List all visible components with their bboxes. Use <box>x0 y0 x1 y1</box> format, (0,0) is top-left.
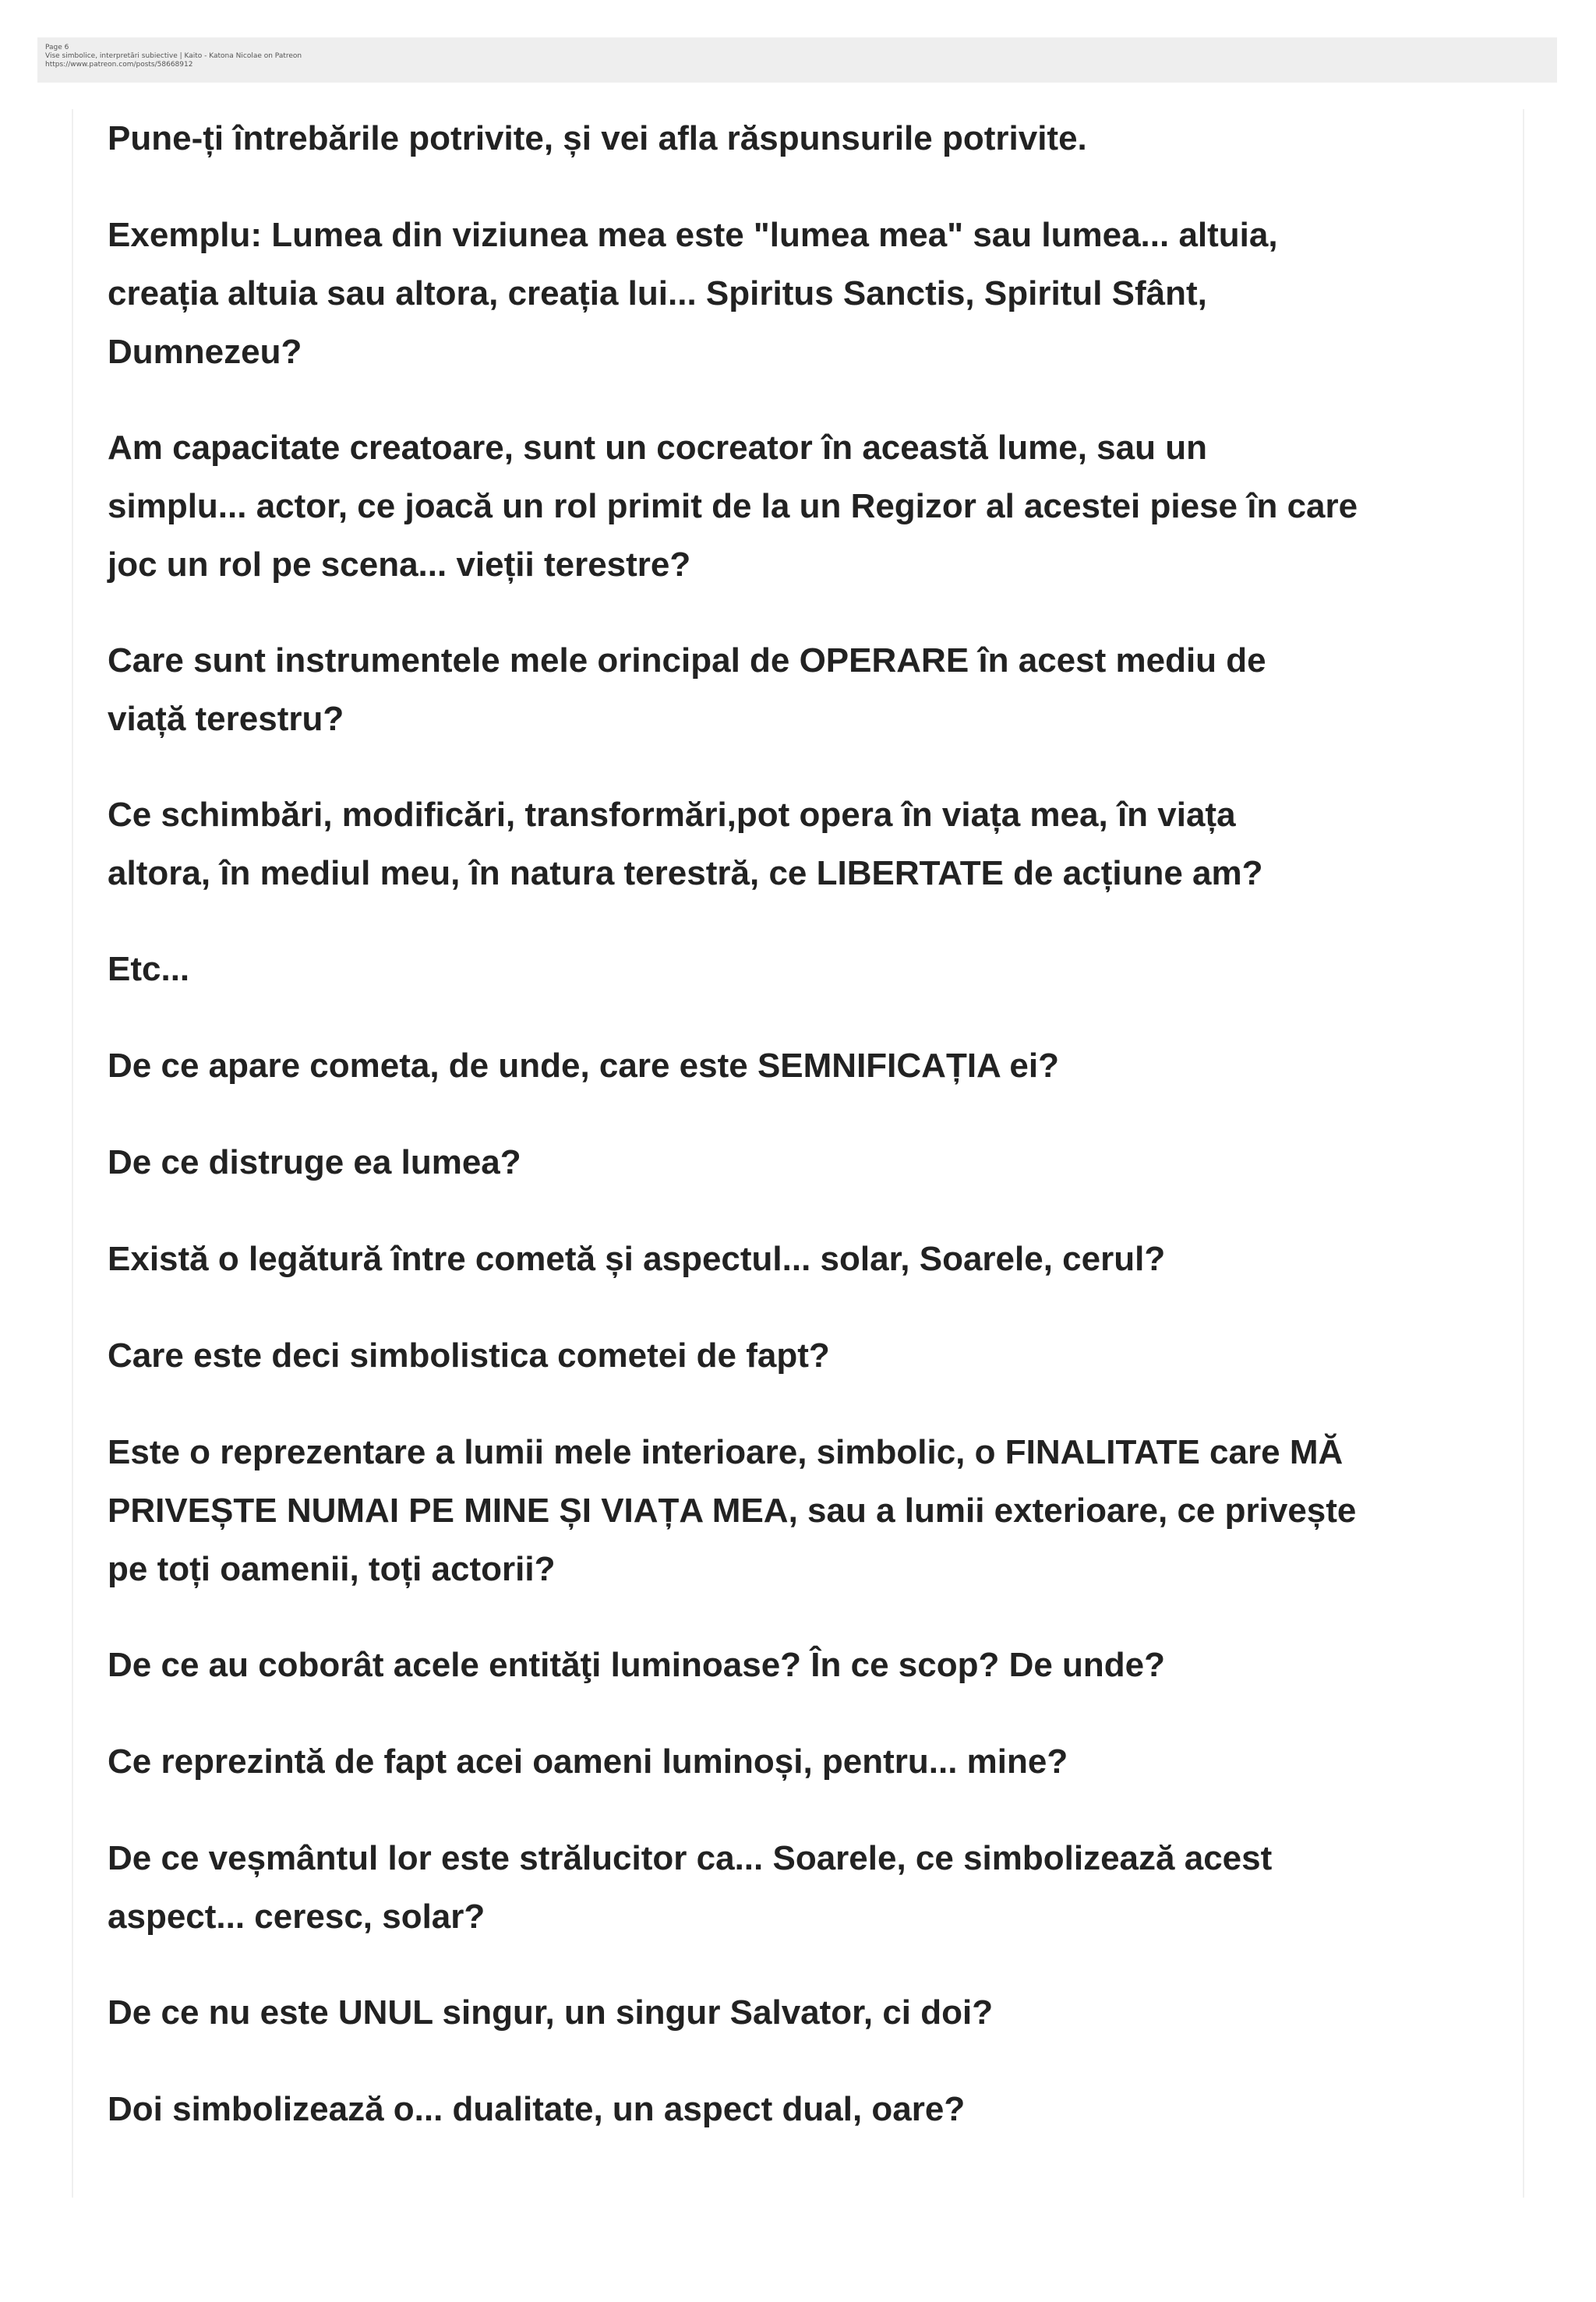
paragraph <box>108 1036 1541 1095</box>
paragraph <box>108 940 1541 998</box>
paragraph-line: Doi simbolizează o... dualitate, un aspect dual, oare? <box>108 2090 966 2128</box>
paragraph-line: aspect... ceresc, solar? <box>108 1898 486 1936</box>
paragraph-line: viață terestru? <box>108 700 344 738</box>
paragraph-line: Ce schimbări, modificări, transformări,pot opera în viața mea, în viața <box>108 796 1236 834</box>
paragraph <box>108 109 1541 168</box>
paragraph-line: simplu... actor, ce joacă un rol primit de la un Regizor al acestei piese în care <box>108 487 1358 525</box>
paragraph <box>108 786 1541 902</box>
paragraph <box>108 1732 1541 1791</box>
paragraph-line: Este o reprezentare a lumii mele interioare, simbolic, o FINALITATE care MĂ <box>108 1433 1344 1471</box>
paragraph-line: creația altuia sau altora, creația lui... Spiritus Sanctis, Spiritul Sfânt, <box>108 274 1207 312</box>
paragraph <box>108 418 1541 594</box>
paragraph <box>108 631 1541 748</box>
paragraph <box>108 1133 1541 1192</box>
paragraph-line: De ce au coborât acele entităţi luminoase? În ce scop? De unde? <box>108 1646 1166 1684</box>
post-body <box>72 109 1524 2198</box>
paragraph-line: pe toți oamenii, toți actorii? <box>108 1550 556 1588</box>
paragraph-line: Ce reprezintă de fapt acei oameni luminoși, pentru... mine? <box>108 1742 1068 1781</box>
paragraph-line: Care este deci simbolistica cometei de fapt? <box>108 1336 830 1375</box>
paragraph <box>108 1983 1541 2042</box>
paragraph <box>108 1326 1541 1385</box>
document-title: Vise simbolice, interpretări subiective | Kaito - Katona Nicolae on Patreon <box>45 52 302 60</box>
paragraph <box>108 1829 1541 1946</box>
paragraph-line: De ce distruge ea lumea? <box>108 1143 521 1181</box>
paragraph <box>108 2080 1541 2138</box>
paragraph-line: De ce nu este UNUL singur, un singur Salvator, ci doi? <box>108 1993 994 2032</box>
paragraph <box>108 206 1541 381</box>
page-number-label: Page 6 <box>45 44 69 51</box>
source-url: https://www.patreon.com/posts/58668912 <box>45 61 193 69</box>
paragraph <box>108 1230 1541 1288</box>
paragraph-line: altora, în mediul meu, în natura terestră, ce LIBERTATE de acțiune am? <box>108 854 1263 892</box>
paragraph-line: Dumnezeu? <box>108 333 302 371</box>
paragraph <box>108 1423 1541 1598</box>
paragraph-line: De ce veșmântul lor este strălucitor ca... Soarele, ce simbolizează acest <box>108 1839 1273 1877</box>
paragraph-line: Etc... <box>108 950 190 988</box>
paragraph-line: Pune-ți întrebările potrivite, și vei afla răspunsurile potrivite. <box>108 119 1087 157</box>
paragraph-line: Am capacitate creatoare, sunt un cocreator în această lume, sau un <box>108 429 1207 467</box>
paragraph-line: De ce apare cometa, de unde, care este SEMNIFICAȚIA ei? <box>108 1047 1059 1085</box>
paragraph-line: Care sunt instrumentele mele orincipal de OPERARE în acest mediu de <box>108 641 1266 680</box>
paragraph-line: Există o legătură între cometă și aspectul... solar, Soarele, cerul? <box>108 1240 1166 1278</box>
paragraph <box>108 1636 1541 1694</box>
paragraph-line: Exemplu: Lumea din viziunea mea este "lumea mea" sau lumea... altuia, <box>108 216 1278 254</box>
print-header <box>37 37 1557 83</box>
paragraph-line: joc un rol pe scena... vieții terestre? <box>108 545 691 584</box>
paragraph-line: PRIVEȘTE NUMAI PE MINE ȘI VIAȚA MEA, sau a lumii exterioare, ce privește <box>108 1492 1357 1530</box>
